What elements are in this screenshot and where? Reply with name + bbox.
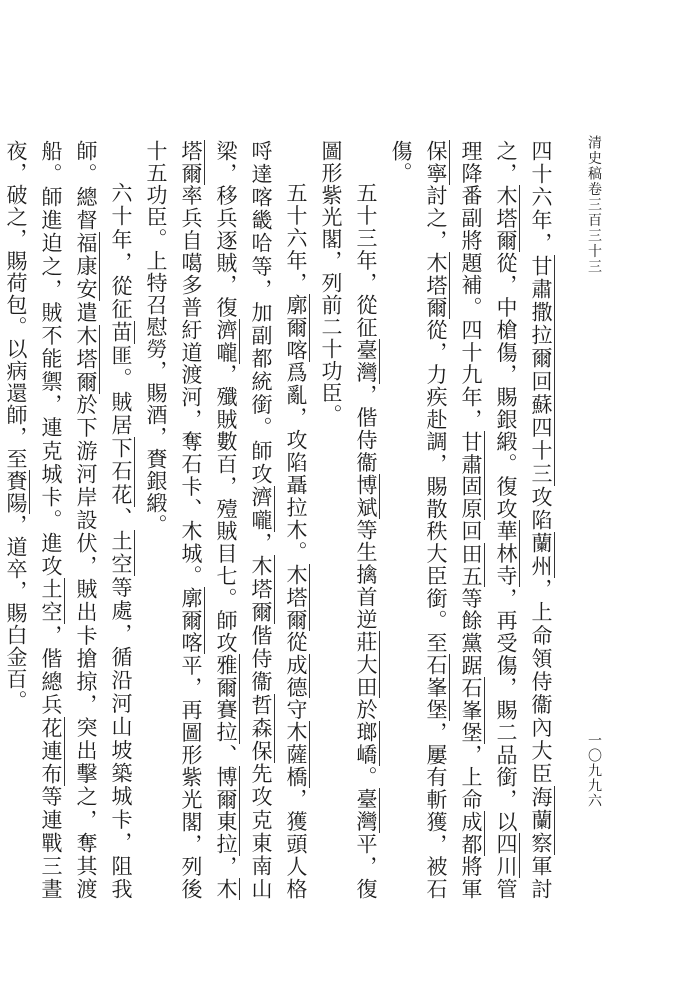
proper-name: 莊大田 bbox=[354, 631, 378, 699]
proper-name: 甘肅 bbox=[459, 430, 483, 476]
text-run: ，再受傷，賜二品銜，以 bbox=[494, 587, 518, 834]
proper-name: 木塔爾 bbox=[494, 184, 518, 252]
text-run: ， bbox=[249, 532, 273, 556]
proper-name: 木塔爾 bbox=[74, 324, 98, 394]
text-run: ，殲賊數百，殪賊目七。師攻 bbox=[214, 363, 238, 655]
main-text-block bbox=[4, 140, 558, 901]
text-run: ，偕總兵 bbox=[39, 624, 63, 717]
text-run: 等連戰三晝夜，破之，賜荷包。以病還師，至 bbox=[4, 140, 63, 900]
text-run: 。 bbox=[354, 765, 378, 789]
proper-name: 廓爾喀 bbox=[284, 294, 308, 362]
proper-name: 石峯堡 bbox=[459, 676, 483, 744]
proper-name: 博斌 bbox=[354, 473, 378, 519]
text-run: 於 bbox=[354, 698, 378, 721]
proper-name: 成德 bbox=[284, 653, 308, 699]
proper-name: 華林寺 bbox=[494, 520, 518, 588]
paragraph bbox=[313, 140, 383, 900]
proper-name: 海蘭察 bbox=[529, 785, 553, 855]
paragraph bbox=[138, 140, 313, 900]
proper-name: 哲森保 bbox=[249, 693, 273, 763]
proper-name: 木塔爾 bbox=[179, 140, 238, 901]
text-run: 四十六年， bbox=[529, 140, 553, 256]
text-run: 等生擒首逆 bbox=[354, 518, 378, 632]
text-run: 率兵自噶多普紆道渡河，奪石卡、木城。 bbox=[179, 184, 203, 588]
text-run: 回 bbox=[459, 520, 483, 543]
proper-name: 木塔爾 bbox=[249, 555, 273, 625]
proper-name: 賚陽 bbox=[4, 470, 28, 514]
page-number: 一〇九九六 bbox=[586, 733, 602, 808]
text-run: 從，中槍傷，賜銀緞。復攻 bbox=[494, 251, 518, 521]
proper-name: 土空 bbox=[109, 530, 133, 577]
proper-name: 成都 bbox=[459, 810, 483, 856]
proper-name: 甘肅撒拉爾回蘇四十三 bbox=[529, 255, 553, 486]
text-run: ，偕侍衞 bbox=[354, 384, 378, 474]
proper-name: 固原 bbox=[459, 475, 483, 521]
proper-name: 瑯嶠 bbox=[354, 720, 378, 766]
proper-name: 福康安 bbox=[74, 232, 98, 302]
proper-name: 下石花 bbox=[109, 437, 133, 507]
proper-name: 花連布 bbox=[39, 716, 63, 786]
text-run: 六十年，從征 bbox=[109, 182, 133, 322]
text-run: 軍討之， bbox=[494, 140, 553, 900]
text-run: 、 bbox=[214, 743, 238, 767]
text-run: 等餘黨踞 bbox=[459, 587, 483, 677]
text-run: 平，再圖形紫光閣，列後十五功臣。上特召慰勞，賜酒，賚銀緞。 bbox=[144, 140, 203, 901]
text-run: 匪。賊居 bbox=[109, 344, 133, 438]
proper-name: 廓爾喀 bbox=[179, 587, 203, 655]
proper-name: 博爾東拉 bbox=[214, 766, 238, 856]
proper-name: 石峯堡 bbox=[424, 654, 448, 722]
proper-name: 保寧 bbox=[424, 140, 448, 185]
text-run: 平，復圖形紫光閣，列前二十功臣。 bbox=[319, 140, 378, 901]
proper-name: 濟嚨 bbox=[214, 318, 238, 364]
text-run: 管理降番副將題補。四十九年， bbox=[459, 140, 518, 901]
text-run: 五十三年，從征 bbox=[354, 182, 378, 340]
proper-name: 田五 bbox=[459, 542, 483, 588]
text-run: 、 bbox=[109, 506, 133, 531]
proper-name: 濟嚨 bbox=[249, 485, 273, 533]
proper-name: 蘭州 bbox=[529, 532, 553, 579]
proper-name: 木塔爾 bbox=[284, 563, 308, 632]
text-run: ，道卒，賜白金百。 bbox=[4, 514, 28, 712]
text-run: ，上命 bbox=[459, 743, 483, 811]
running-head-title: 清史稿卷三百三十三 bbox=[586, 135, 602, 275]
proper-name: 苗 bbox=[109, 321, 133, 345]
text-run: 將軍 bbox=[459, 855, 483, 901]
text-run: 討之， bbox=[424, 184, 448, 252]
text-run: 五十六年， bbox=[284, 182, 308, 295]
proper-name: 木薩橋 bbox=[284, 720, 308, 789]
text-run: 攻陷 bbox=[529, 485, 553, 533]
proper-name: 雅爾賽拉 bbox=[214, 654, 238, 744]
proper-name: 土空 bbox=[39, 578, 63, 625]
text-run: 等處，循沿河山坡築城卡，阻我師。總督 bbox=[74, 140, 133, 901]
text-run: ，屢有斬獲，被石傷。 bbox=[389, 140, 448, 901]
text-run: 偕侍衞 bbox=[249, 624, 273, 694]
text-run: 先攻克東南山梁，移兵逐賊，復 bbox=[214, 140, 273, 900]
text-run: ，上命領侍衞內大臣 bbox=[529, 578, 553, 786]
text-run: 遣 bbox=[74, 301, 98, 325]
text-run: 從 bbox=[284, 631, 308, 654]
text-run: 於下游河岸設伏，賊出卡搶掠，突出擊之，奪其渡船。師進迫之，賊不能禦，連克城卡。進攻 bbox=[39, 140, 98, 900]
text-run: 守 bbox=[284, 698, 308, 721]
text-run: ，獲頭人格哷達喀畿哈等，加副都統銜。師攻 bbox=[249, 140, 308, 901]
proper-name: 四川 bbox=[494, 833, 518, 879]
paragraph bbox=[0, 140, 138, 900]
paragraph bbox=[383, 140, 558, 900]
proper-name: 臺灣 bbox=[354, 339, 378, 385]
proper-name: 木塔爾 bbox=[424, 251, 448, 319]
text-run: 爲亂，攻陷聶拉木。 bbox=[284, 361, 308, 564]
text-run: 從，力疾赴調，賜散秩大臣銜。至 bbox=[424, 318, 448, 655]
proper-name: 臺灣 bbox=[354, 788, 378, 834]
text-run: ， bbox=[214, 855, 238, 879]
